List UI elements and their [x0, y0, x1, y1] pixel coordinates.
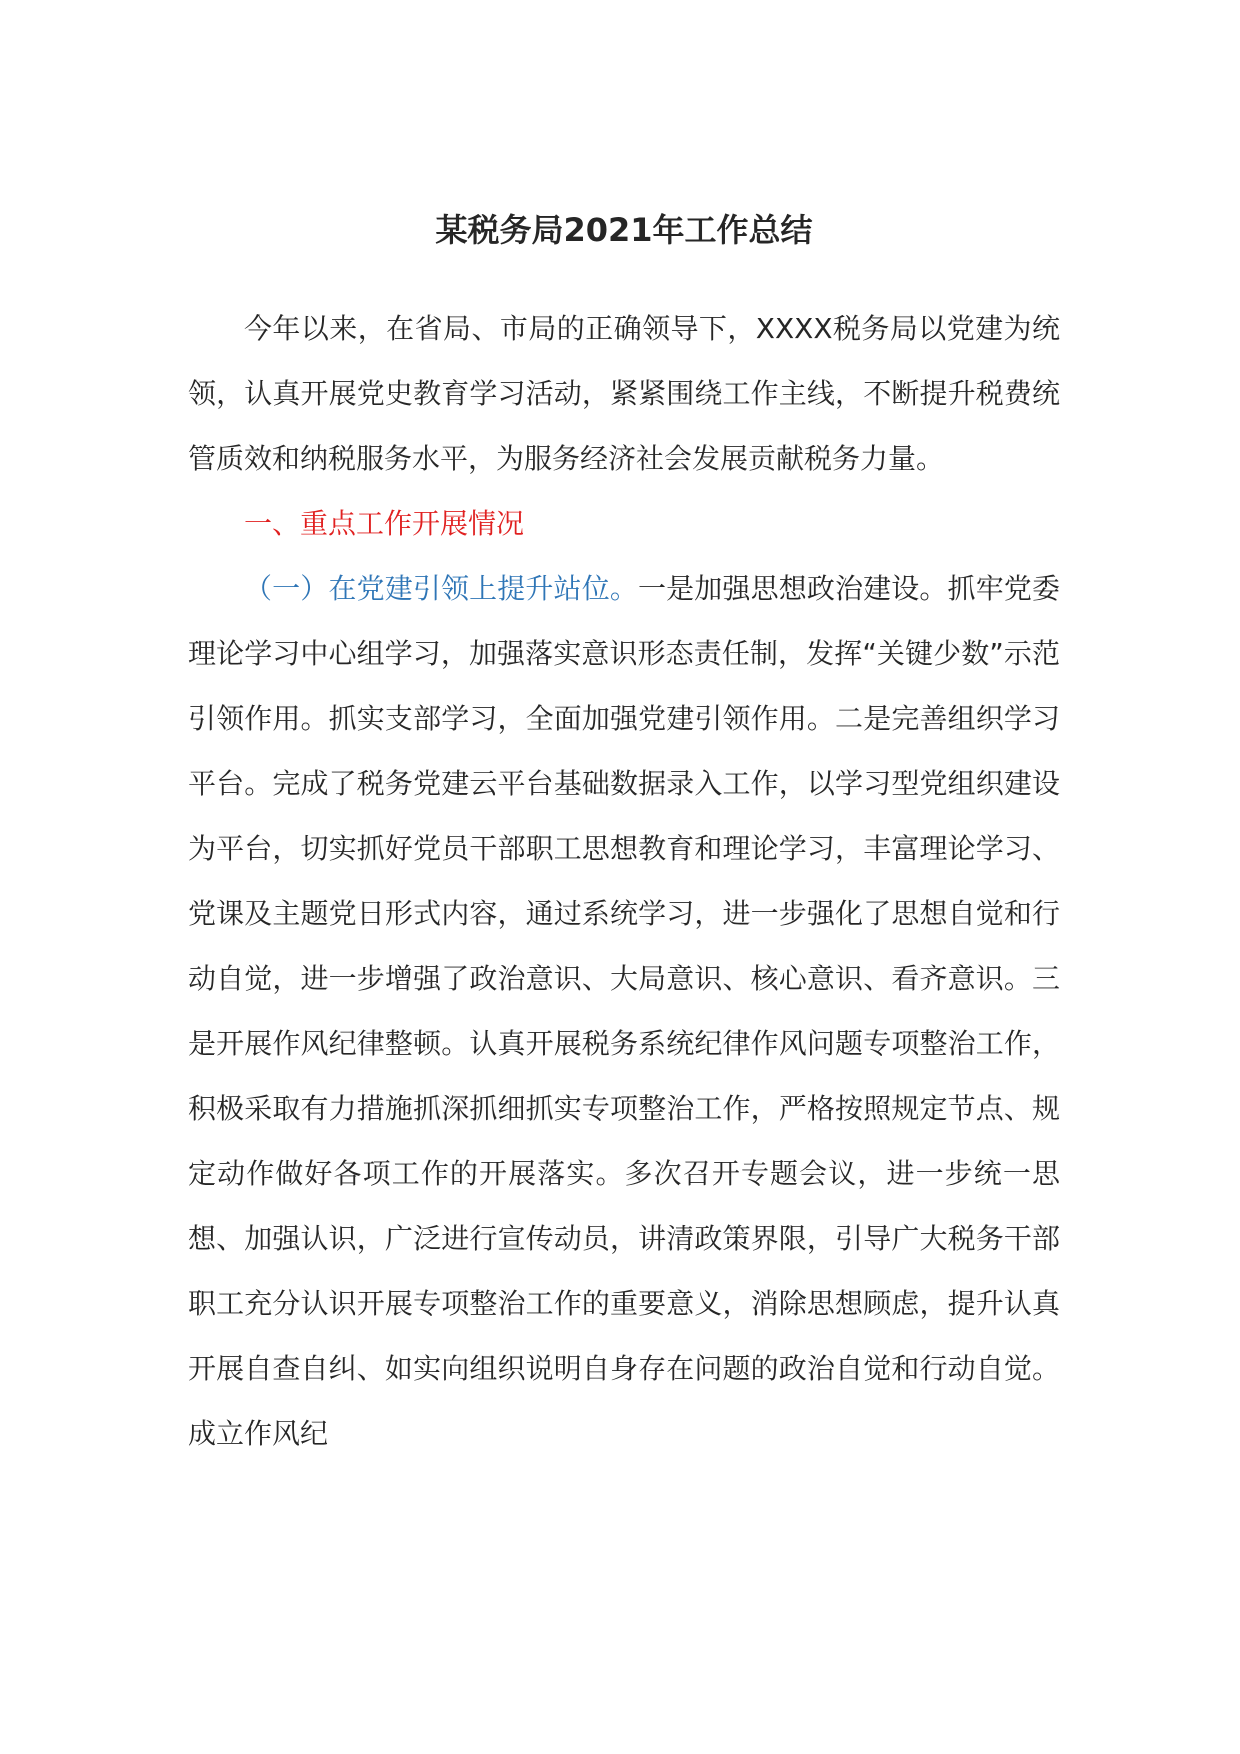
subsection-body: 一是加强思想政治建设。抓牢党委理论学习中心组学习，加强落实意识形态责任制，发挥“关键少数”示范引领作用。抓实支部学习，全面加强党建引领作用。二是完善组织学习平台。完成了税务党建云平台基础数据录入工作，以学习型党组织建设为平台，切实抓好党员干部职工思想教育和理论学习，丰富理论学习、党课及主题党日形式内容，通过系统学习，进一步强化了思想自觉和行动自觉，进一步增强了政治意识、大局意识、核心意识、看齐意识。三是开展作风纪律整顿。认真开展税务系统纪律作风问题专项整治工作，积极采取有力措施抓深抓细抓实专项整治工作，严格按照规定节点、规定动作做好各项工作的开展落实。多次召开专题会议，进一步统一思想、加强认识，广泛进行宣传动员，讲清政策界限，引导广大税务干部职工充分认识开展专项整治工作的重要意义，消除思想顾虑，提升认真开展自查自纠、如实向组织说明自身存在问题的政治自觉和行动自觉。成立作风纪: [188, 572, 1060, 1450]
section-heading: 一、重点工作开展情况: [244, 507, 525, 540]
document-page: [188, 0, 1060, 1754]
document-title: 某税务局2021年工作总结: [435, 211, 813, 249]
subsection-paragraph: [188, 556, 1060, 1466]
intro-paragraph: 今年以来，在省局、市局的正确领导下，XXXX税务局以党建为统领，认真开展党史教育学习活动，紧紧围绕工作主线，不断提升税费统管质效和纳税服务水平，为服务经济社会发展贡献税务力量。: [188, 312, 1060, 475]
document-body: [188, 296, 1060, 1466]
subsection-heading: （一）在党建引领上提升站位。: [244, 572, 638, 605]
